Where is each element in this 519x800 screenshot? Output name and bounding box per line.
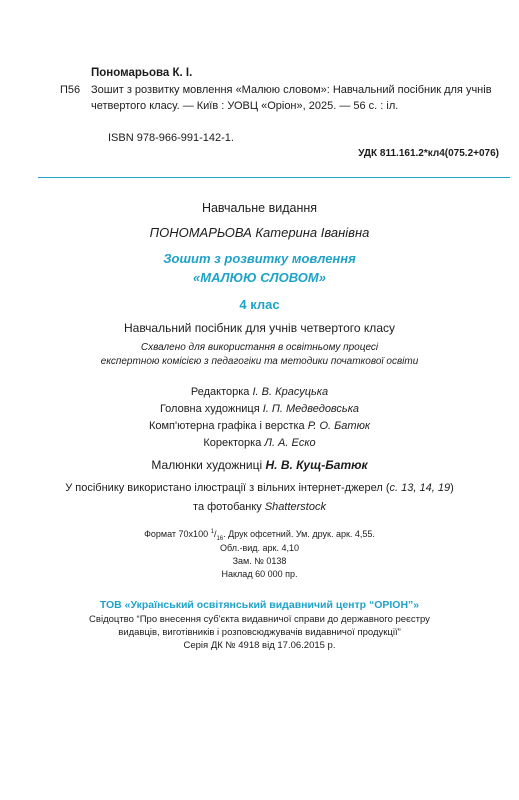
tech-obl: Обл.-вид. арк. 4,10	[219, 543, 300, 553]
credit-chief-artist	[0, 403, 519, 415]
sources-pages: с. 13, 14, 19	[389, 482, 451, 494]
credit-illustrator	[0, 458, 519, 472]
format-suffix: . Друк офсетний. Ум. друк. арк. 4,55.	[223, 529, 375, 539]
cert-line-1: Свідоцтво “Про внесення суб'єкта видавничої справи до державного реєстру	[89, 614, 430, 625]
tech-format: Формат 70x100 $^1/_{16}$. Друк офсетний. Ум. друк. арк. 4,55.	[144, 529, 375, 542]
credit-proofreader	[0, 437, 519, 449]
format-num: 1	[210, 529, 214, 535]
sources-text: У посібнику використано ілюстрації з вільних інтернет-джерел (	[65, 482, 390, 494]
title-line-2: «МАЛЮЮ СЛОВОМ»	[193, 270, 326, 285]
cert-line-3: Серія ДК № 4918 від 17.06.2015 р.	[183, 640, 336, 651]
bib-author: Пономарьова К. І.	[91, 67, 193, 79]
credit-name: І. П. Медведовська	[262, 403, 360, 415]
credit-name: Н. В. Кущ-Батюк	[265, 458, 368, 472]
credit-name: Л. А. Еско	[264, 437, 316, 449]
sources-line-2	[0, 501, 519, 513]
book-description: Навчальний посібник для учнів четвертого класу	[123, 321, 395, 335]
edition-type: Навчальне видання	[201, 201, 318, 215]
credit-layout	[0, 420, 519, 432]
credit-role: Головна художниця	[159, 403, 260, 415]
credit-name: Р. О. Батюк	[307, 420, 371, 432]
tech-order: Зам. № 0138	[232, 556, 287, 566]
credit-role: Коректорка	[203, 437, 262, 449]
format-prefix: Формат 70x100	[144, 529, 209, 539]
credit-role: Малюнки художниці	[151, 458, 263, 472]
sources-close: )	[450, 482, 454, 494]
title-line-1: Зошит з розвитку мовлення	[163, 251, 356, 266]
credit-name: І. В. Красуцька	[252, 386, 329, 398]
sources-line-1	[0, 482, 519, 494]
credit-role: Комп'ютерна графіка і верстка	[148, 420, 305, 432]
cert-line-2: видавців, виготівників і розповсюджувачів видавничої продукції”	[118, 627, 401, 638]
udk-code: УДК 811.161.2*кл4(075.2+076)	[358, 148, 499, 159]
credit-editor	[0, 386, 519, 398]
bib-code: П56	[60, 84, 81, 96]
approval-line-1: Схвалено для використання в освітньому процесі	[140, 342, 379, 353]
sources-bank: Shatterstock	[264, 501, 326, 513]
credit-role: Редакторка	[190, 386, 250, 398]
bib-isbn: ISBN 978-966-991-142-1.	[108, 132, 234, 144]
bib-description: Зошит з розвитку мовлення «Малюю словом»: Навчальний посібник для учнів четвертого класу. — Київ : УОВЦ «Оріон», 2025. — 56 с. : іл.	[91, 84, 492, 112]
approval-line-2: експертною комісією з педагогіки та методики початкової освіти	[100, 356, 419, 367]
publisher-name: ТОВ «Український освітянський видавничий центр “ОРІОН”»	[99, 599, 420, 611]
sources-text-2: та фотобанку	[193, 501, 262, 513]
author-full: ПОНОМАРЬОВА Катерина Іванівна	[149, 225, 370, 240]
grade: 4 клас	[239, 297, 280, 312]
format-den: 16	[216, 535, 224, 542]
divider-line	[38, 177, 510, 178]
tech-run: Наклад 60 000 пр.	[221, 569, 298, 579]
